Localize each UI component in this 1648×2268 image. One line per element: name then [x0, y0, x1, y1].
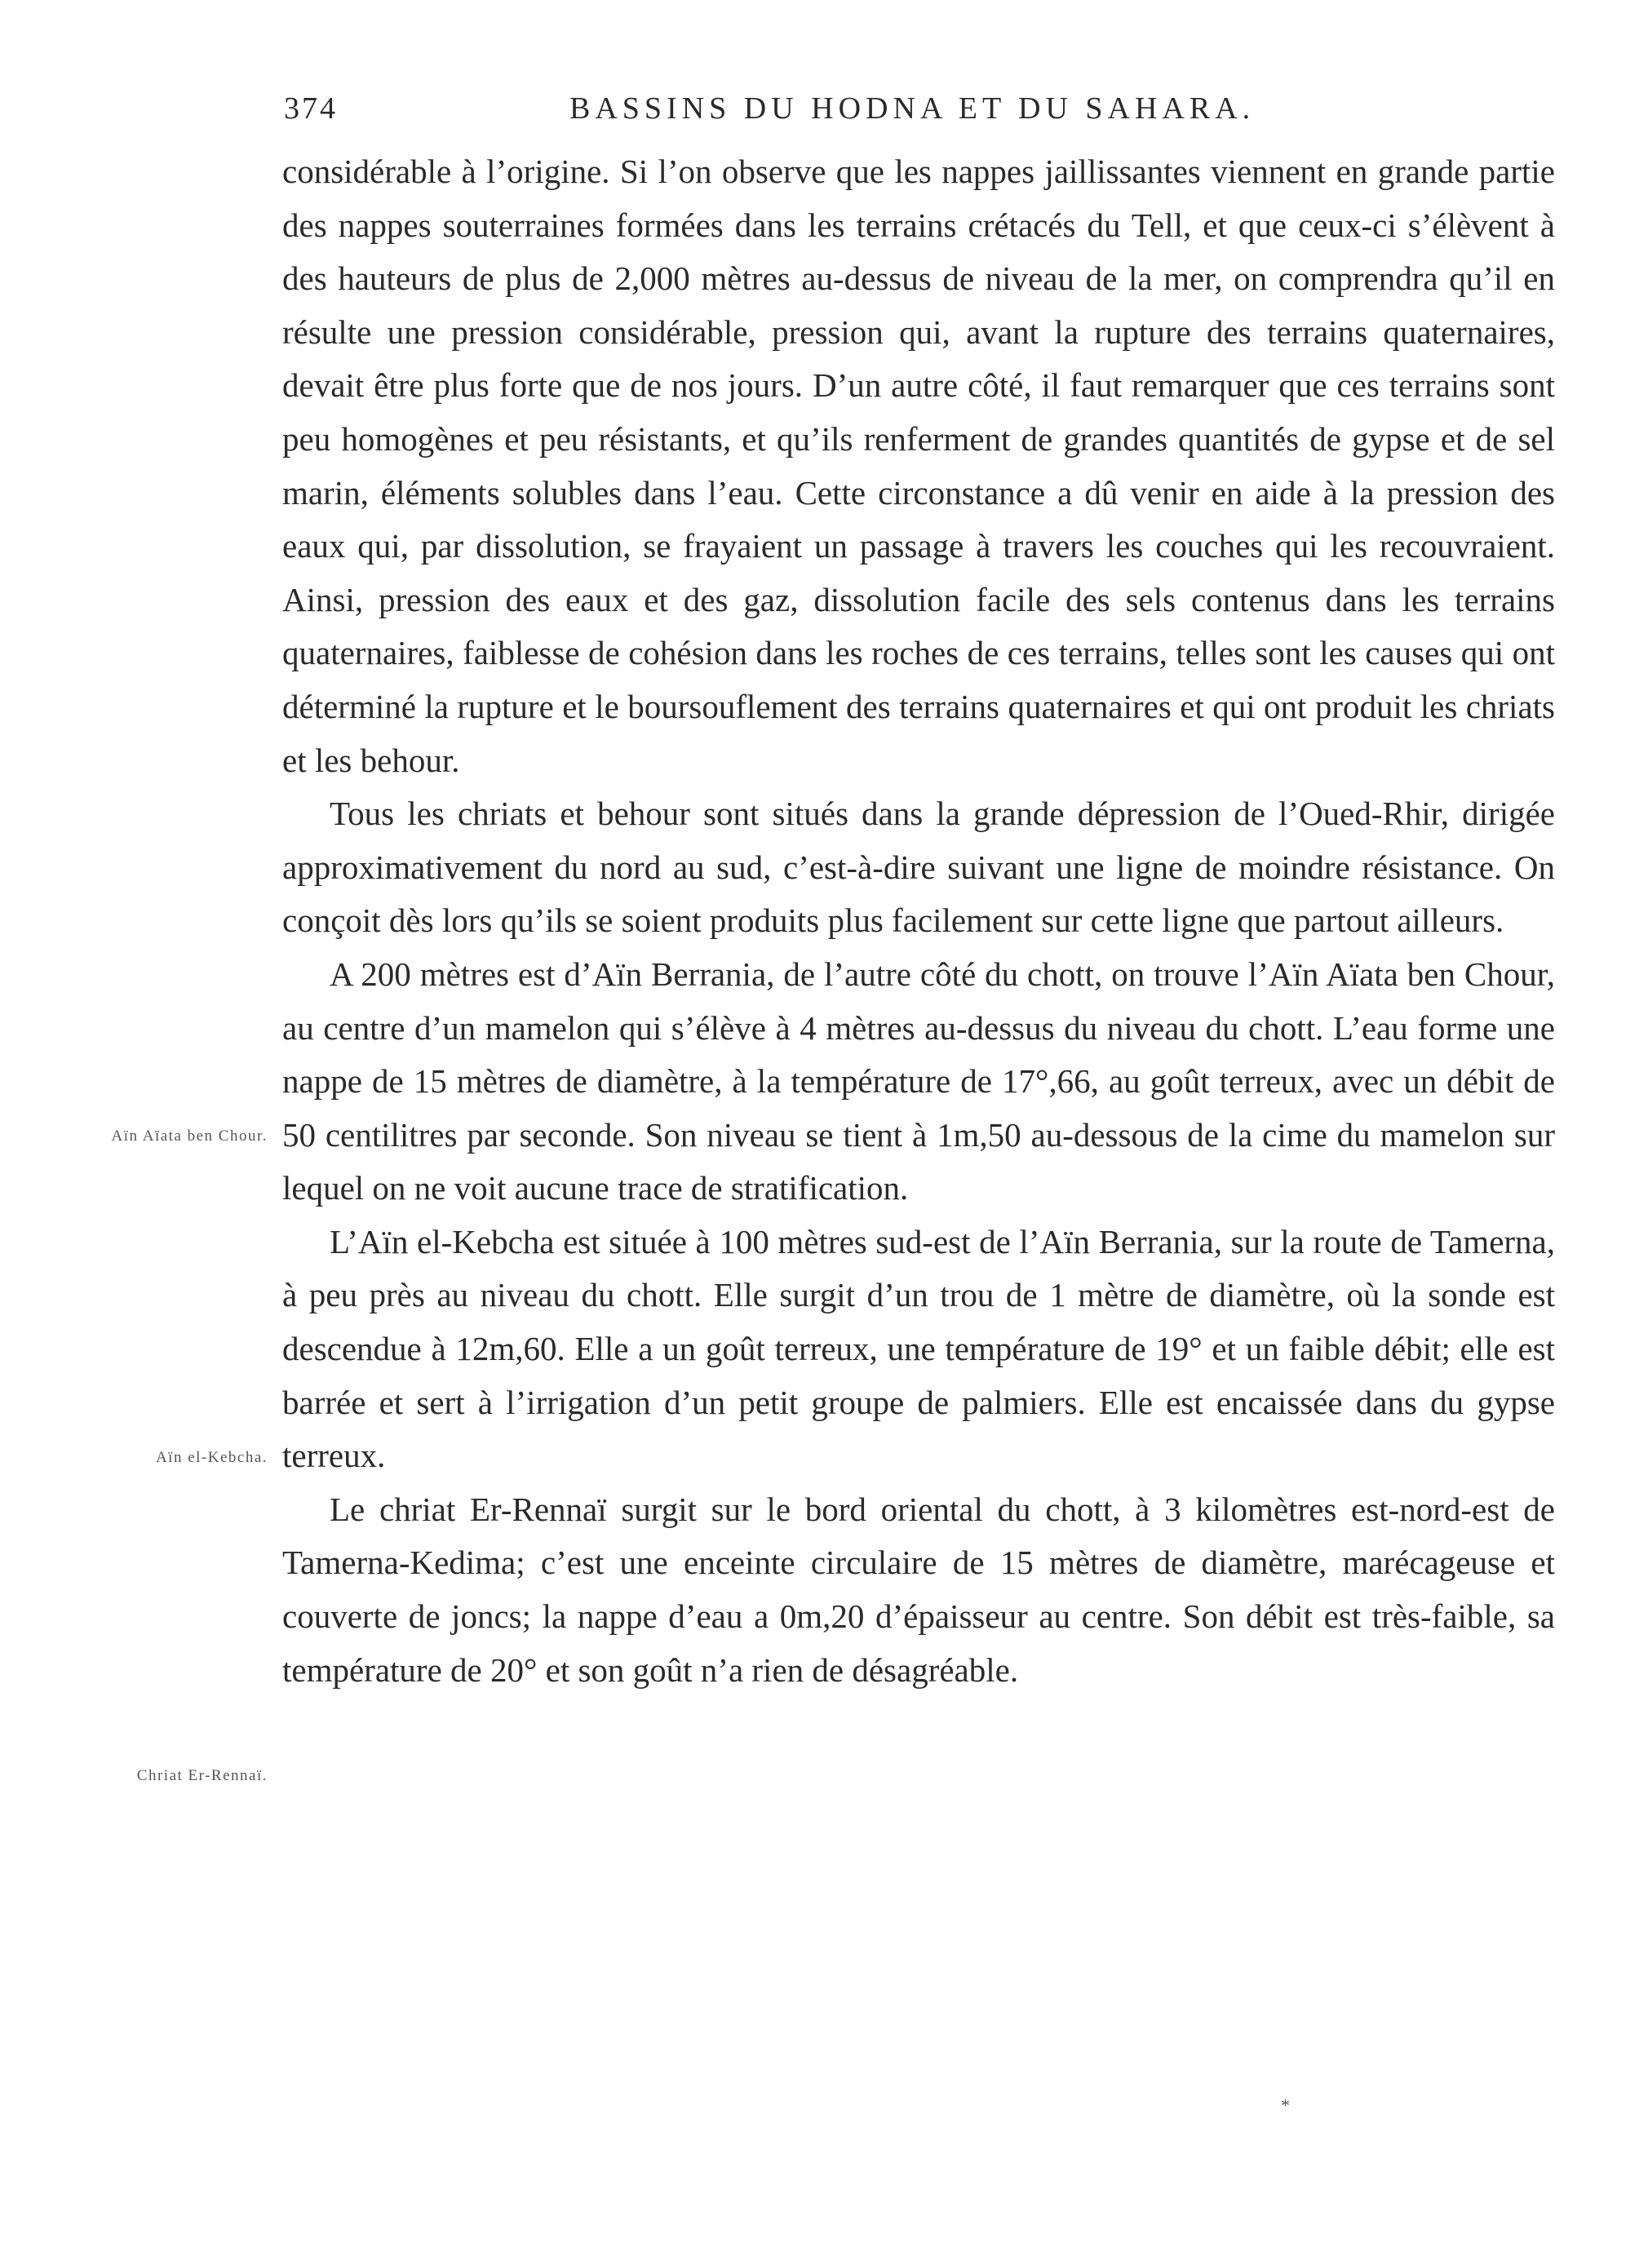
page-header — [284, 88, 1570, 129]
paragraph-2: Tous les chriats et behour sont situés dans la grande dépression de l’Oued-Rhir, dirigée approximativement du nord au sud, c’est-à-dire suivant une ligne de moindre résistance. On conçoit dès lors qu’ils se soient produits plus facilement sur cette ligne que partout ailleurs. — [282, 795, 1555, 940]
marginal-note-chriat-er-rennai: Chriat Er-Rennaï. — [136, 1767, 268, 1784]
marginal-note-ain-el-kebcha: Aïn el-Kebcha. — [155, 1449, 268, 1466]
body-text — [282, 145, 1555, 1697]
running-title: BASSINS DU HODNA ET DU SAHARA. — [569, 91, 1256, 126]
marginal-note-ain-aiata: Aïn Aïata ben Chour. — [111, 1127, 268, 1145]
page-number: 374 — [284, 91, 338, 126]
paragraph-4: L’Aïn el-Kebcha est située à 100 mètres sud-est de l’Aïn Berrania, sur la route de Tamerna, à peu près au niveau du chott. Elle surgit d’un trou de 1 mètre de diamètre, où la sonde est descendue à 12m,60. Elle a un goût terreux, une température de 19° et un faible débit; elle est barrée et sert à l’irrigation d’un petit groupe de palmiers. Elle est encaissée dans du gypse terreux. — [282, 1222, 1555, 1475]
paragraph-5: Le chriat Er-Rennaï surgit sur le bord oriental du chott, à 3 kilomètres est-nord-est de Tamerna-Kedima; c’est une enceinte circulaire de 15 mètres de diamètre, marécageuse et couverte de joncs; la nappe d’eau a 0m,20 d’épaisseur au centre. Son débit est très-faible, sa température de 20° et son goût n’a rien de désagréable. — [282, 1490, 1555, 1689]
ornament-star: * — [1281, 2095, 1290, 2115]
paragraph-1: considérable à l’origine. Si l’on observe que les nappes jaillissantes viennent en grande partie des nappes souterraines formées dans les terrains crétacés du Tell, et que ceux-ci s’élèvent à des hauteurs de plus de 2,000 mètres au-dessus de niveau de la mer, on comprendra qu’il en résulte une pression considérable, pression qui, avant la rupture des terrains quaternaires, devait être plus forte que de nos jours. D’un autre côté, il faut remarquer que ces terrains sont peu homogènes et peu résistants, et qu’ils renferment de grandes quantités de gypse et de sel marin, éléments solubles dans l’eau. Cette circonstance a dû venir en aide à la pression des eaux qui, par dissolution, se frayaient un passage à travers les couches qui les recouvraient. Ainsi, pression des eaux et des gaz, dissolution facile des sels contenus dans les terrains quaternaires, faiblesse de cohésion dans les roches de ces terrains, telles sont les causes qui ont déterminé la rupture et le boursouflement des terrains quaternaires et qui ont produit les chriats et les behour. — [282, 153, 1555, 779]
paragraph-3: A 200 mètres est d’Aïn Berrania, de l’autre côté du chott, on trouve l’Aïn Aïata ben Chour, au centre d’un mamelon qui s’élève à 4 mètres au-dessus du niveau du chott. L’eau forme une nappe de 15 mètres de diamètre, à la température de 17°,66, au goût terreux, avec un débit de 50 centilitres par seconde. Son niveau se tient à 1m,50 au-dessous de la cime du mamelon sur lequel on ne voit aucune trace de stratification. — [282, 955, 1555, 1207]
